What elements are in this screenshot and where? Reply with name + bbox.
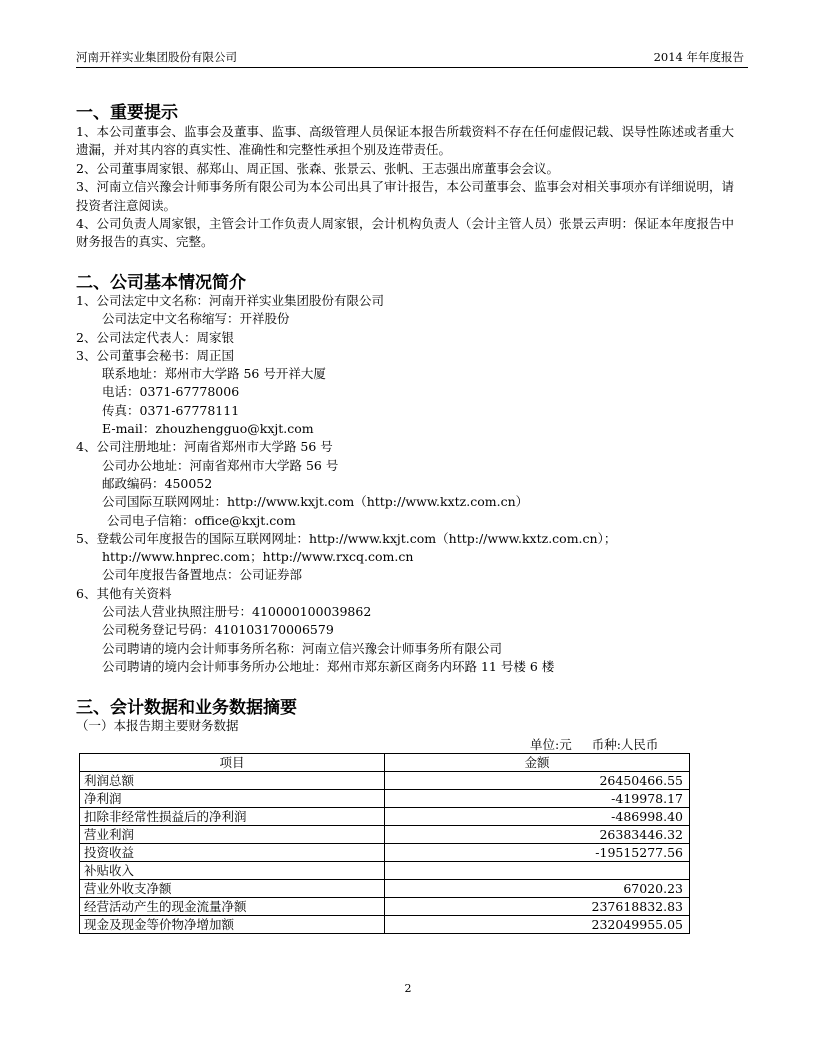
info-line: http://www.hnprec.com；http://www.rxcq.com.cn xyxy=(102,549,414,565)
row-item: 投资收益 xyxy=(80,844,385,862)
row-amount xyxy=(385,862,690,880)
table-row xyxy=(80,808,690,826)
row-item: 净利润 xyxy=(80,790,385,808)
info-line: 邮政编码：450052 xyxy=(102,475,213,491)
row-amount: -19515277.56 xyxy=(385,844,690,862)
info-line: 公司年度报告备置地点：公司证券部 xyxy=(102,567,303,583)
row-item: 营业利润 xyxy=(80,826,385,844)
table-header-row xyxy=(80,754,690,772)
unit-line xyxy=(530,735,658,753)
info-line: 5、登载公司年度报告的国际互联网网址：http://www.kxjt.com（http://www.kxtz.com.cn）； xyxy=(76,530,617,546)
currency-label: 币种:人民币 xyxy=(591,737,659,752)
notice-item: 3、河南立信兴豫会计师事务所有限公司为本公司出具了审计报告，本公司董事会、监事会对相关事项亦有详细说明，请投资者注意阅读。 xyxy=(76,179,734,213)
table-row xyxy=(80,862,690,880)
column-header-item: 项目 xyxy=(80,754,385,772)
info-line: 1、公司法定中文名称：河南开祥实业集团股份有限公司 xyxy=(76,293,384,308)
notice-item: 4、公司负责人周家银，主管会计工作负责人周家银，会计机构负责人（会计主管人员）张景云声明：保证本年度报告中财务报告的真实、完整。 xyxy=(76,216,734,250)
table-row xyxy=(80,898,690,916)
info-line: 公司聘请的境内会计师事务所名称：河南立信兴豫会计师事务所有限公司 xyxy=(102,640,503,656)
table-row xyxy=(80,880,690,898)
row-item: 营业外收支净额 xyxy=(80,880,385,898)
header-report-year: 2014 年年度报告 xyxy=(653,50,744,64)
info-line: 公司法人营业执照注册号：410000100039862 xyxy=(102,604,372,620)
info-line: E-mail：zhouzhengguo@kxjt.com xyxy=(102,421,314,437)
row-amount: -419978.17 xyxy=(385,790,690,808)
info-line: 2、公司法定代表人：周家银 xyxy=(76,329,234,345)
row-item: 现金及现金等价物净增加额 xyxy=(80,916,385,934)
section3-title: 三、会计数据和业务数据摘要 xyxy=(76,698,297,718)
column-header-amount: 金额 xyxy=(385,754,690,772)
table-row xyxy=(80,826,690,844)
row-amount: 67020.23 xyxy=(385,880,690,898)
info-line: 联系地址：郑州市大学路 56 号开祥大厦 xyxy=(102,366,326,382)
info-line: 公司电子信箱：office@kxjt.com xyxy=(107,512,296,528)
unit-label: 单位:元 xyxy=(530,737,572,752)
notice-item: 2、公司董事周家银、郝郑山、周正国、张森、张景云、张帆、王志强出席董事会会议。 xyxy=(76,160,559,176)
info-line: 电话：0371-67778006 xyxy=(102,384,240,400)
info-line: 3、公司董事会秘书：周正国 xyxy=(76,347,234,363)
section3-subtitle: （一）本报告期主要财务数据 xyxy=(76,718,239,733)
row-item: 经营活动产生的现金流量净额 xyxy=(80,898,385,916)
info-line: 公司聘请的境内会计师事务所办公地址：郑州市郑东新区商务内环路 11 号楼 6 楼 xyxy=(102,658,555,674)
info-line: 6、其他有关资料 xyxy=(76,585,172,601)
row-amount: 232049955.05 xyxy=(385,916,690,934)
financial-data-table xyxy=(79,753,690,934)
info-line: 公司国际互联网网址：http://www.kxjt.com（http://www.kxtz.com.cn） xyxy=(102,494,529,510)
section2-title: 二、公司基本情况简介 xyxy=(76,273,246,293)
info-line: 公司法定中文名称缩写：开祥股份 xyxy=(102,311,290,327)
page-header xyxy=(76,49,748,68)
row-amount: 237618832.83 xyxy=(385,898,690,916)
table-row xyxy=(80,790,690,808)
info-line: 公司办公地址：河南省郑州市大学路 56 号 xyxy=(102,457,339,473)
row-item: 扣除非经常性损益后的净利润 xyxy=(80,808,385,826)
section1-title: 一、重要提示 xyxy=(76,103,178,123)
table-row xyxy=(80,916,690,934)
row-item: 补贴收入 xyxy=(80,862,385,880)
info-line: 传真：0371-67778111 xyxy=(102,402,240,418)
info-line: 公司税务登记号码：410103170006579 xyxy=(102,622,334,638)
row-item: 利润总额 xyxy=(80,772,385,790)
page-number: 2 xyxy=(404,982,412,995)
info-line: 4、公司注册地址：河南省郑州市大学路 56 号 xyxy=(76,439,333,455)
section1-body xyxy=(76,123,746,252)
row-amount: 26450466.55 xyxy=(385,772,690,790)
row-amount: -486998.40 xyxy=(385,808,690,826)
table-row xyxy=(80,772,690,790)
section2-body xyxy=(76,292,756,676)
table-row xyxy=(80,844,690,862)
row-amount: 26383446.32 xyxy=(385,826,690,844)
notice-item: 1、本公司董事会、监事会及董事、监事、高级管理人员保证本报告所载资料不存在任何虚假记载、误导性陈述或者重大遗漏，并对其内容的真实性、准确性和完整性承担个别及连带责任。 xyxy=(76,124,734,158)
header-company: 河南开祥实业集团股份有限公司 xyxy=(76,50,237,64)
